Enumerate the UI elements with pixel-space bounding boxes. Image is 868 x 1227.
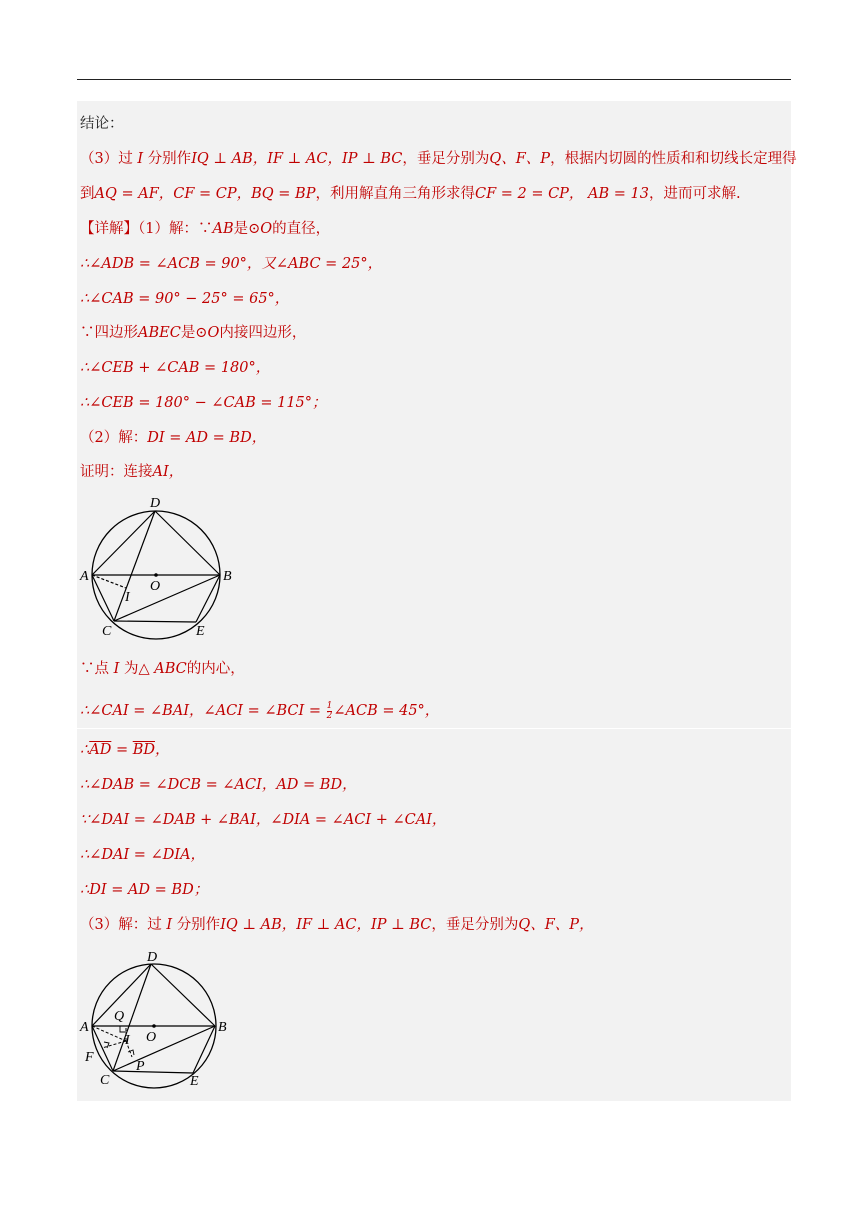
geometry-figure-1: [76, 493, 246, 643]
line-detail-1: 【详解】（1）解：∵AB是⊙O的直径，: [80, 221, 331, 237]
line-step-15: ∵∠DAI = ∠DAB + ∠BAI，∠DIA = ∠ACI + ∠CAI，: [80, 812, 447, 828]
line-step-17: ∴DI = AD = BD；: [80, 882, 209, 898]
label-o: O: [150, 579, 161, 594]
line-step-16: ∴∠DAI = ∠DIA，: [80, 847, 206, 863]
label-a: A: [80, 1020, 89, 1035]
label-e: E: [190, 1074, 199, 1089]
label-q: Q: [114, 1009, 125, 1024]
label-d: D: [147, 950, 158, 965]
line-step-7: ∴∠CEB + ∠CAB = 180°，: [80, 360, 271, 376]
line-step-5: ∴∠CAB = 90° − 25° = 65°，: [80, 291, 290, 307]
line-incenter: ∵点 I 为△ ABC的内心，: [80, 661, 245, 677]
label-b: B: [223, 569, 232, 584]
label-p: P: [136, 1059, 145, 1074]
line-step-8: ∴∠CEB = 180° − ∠CAB = 115°；: [80, 395, 327, 411]
line-arcs-equal: $\therefore\overline{AD} = \overline{BD}$，: [80, 742, 170, 758]
conclusion-label: 结论：: [80, 116, 124, 132]
line-step-6: ∵四边形ABEC是⊙O内接四边形，: [80, 325, 307, 341]
line-analysis-3: （3）过 I 分别作IQ ⊥ AB，IF ⊥ AC，IP ⊥ BC，垂足分别为Q、F、P，根据内切圆的性质和和切线长定理得: [80, 151, 797, 167]
line-angles-half: ∴∠CAI = ∠BAI，∠ACI = ∠BCI = $\frac{1}{2}$ ∠ACB = 45°，: [80, 700, 440, 721]
geometry-figure-2: [76, 944, 246, 1094]
label-a: A: [80, 569, 89, 584]
line-detail-2: （2）解：DI = AD = BD，: [80, 430, 267, 446]
panel-divider: [77, 728, 791, 729]
line-step-4: ∴∠ADB = ∠ACB = 90°，又∠ABC = 25°，: [80, 256, 383, 272]
line-detail-3: （3）解：过 I 分别作IQ ⊥ AB，IF ⊥ AC，IP ⊥ BC，垂足分别为Q、F、P，: [80, 917, 594, 933]
line-step-14: ∴∠DAB = ∠DCB = ∠ACI，AD = BD，: [80, 777, 357, 793]
header-rule: [77, 79, 791, 80]
label-b: B: [218, 1020, 227, 1035]
label-f: F: [85, 1050, 94, 1065]
line-analysis-3-cont: 到AQ = AF，CF = CP，BQ = BP，利用解直角三角形求得CF = 2 = CP， AB = 13，进而可求解.: [80, 186, 741, 202]
label-o: O: [146, 1030, 157, 1045]
label-c: C: [102, 624, 112, 639]
label-d: D: [150, 496, 161, 511]
line-proof-start: 证明：连接AI，: [80, 464, 184, 480]
label-c: C: [100, 1073, 110, 1088]
label-e: E: [196, 624, 205, 639]
label-i: I: [125, 590, 130, 605]
label-i: I: [125, 1033, 130, 1048]
